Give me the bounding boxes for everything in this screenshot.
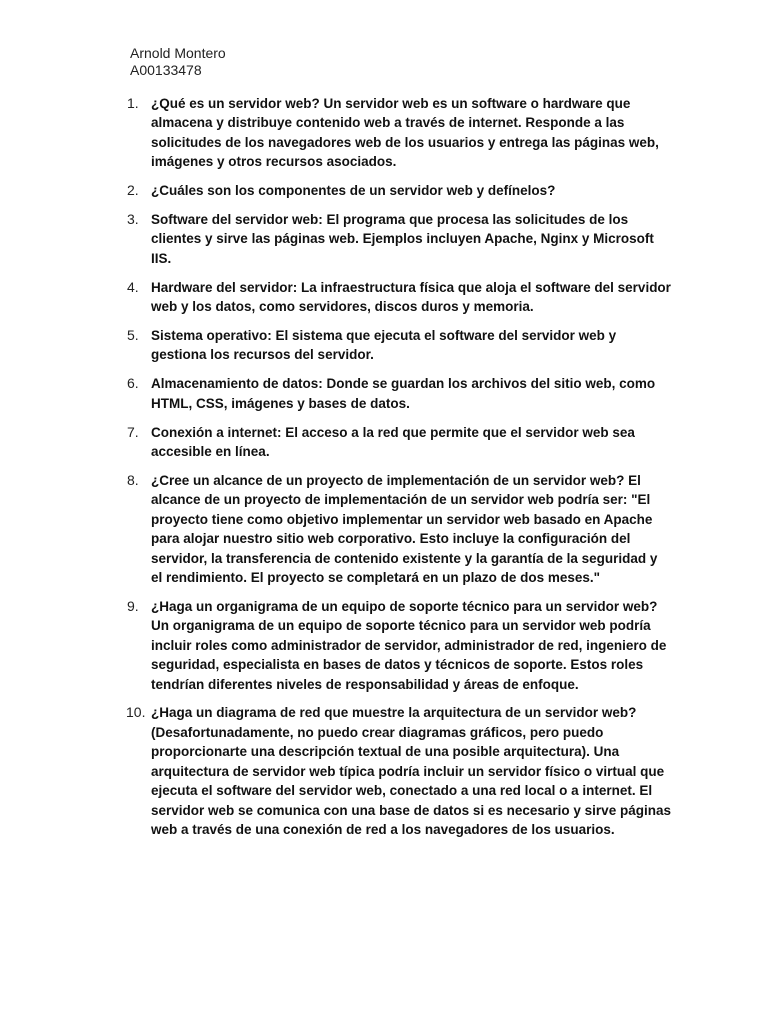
- item-number: 3.: [127, 211, 139, 228]
- item-text: ¿Cuáles son los componentes de un servidor web y defínelos?: [151, 183, 556, 199]
- item-text: Almacenamiento de datos: Donde se guardan los archivos del sitio web, como HTML, CSS, imágenes y bases de datos.: [151, 376, 656, 411]
- item-number: 10.: [126, 704, 146, 721]
- list-item: [127, 374, 671, 413]
- author-name: Arnold Montero: [130, 45, 226, 61]
- student-id: A00133478: [130, 62, 202, 78]
- item-number: 6.: [127, 375, 139, 392]
- list-item: [127, 210, 671, 268]
- list-item: [127, 181, 671, 200]
- list-item: [127, 326, 671, 365]
- item-number: 2.: [127, 182, 139, 199]
- item-number: 8.: [127, 472, 139, 488]
- item-text: Conexión a internet: El acceso a la red que permite que el servidor web sea accesible en línea.: [151, 424, 635, 460]
- list-item: [127, 278, 671, 317]
- list-item: [126, 703, 671, 839]
- item-text: Hardware del servidor: La infraestructura física que aloja el software del servidor web y los datos, como servidores, discos duros y memoria.: [151, 279, 671, 315]
- list-item: [127, 423, 671, 462]
- item-text: Sistema operativo: El sistema que ejecuta el software del servidor web y gestiona los recursos del servidor.: [151, 328, 617, 363]
- qa-list: [126, 94, 671, 849]
- document-header: [130, 45, 226, 79]
- item-number: 4.: [127, 278, 139, 295]
- list-item: [127, 597, 671, 694]
- item-text: Software del servidor web: El programa que procesa las solicitudes de los clientes y sirve las páginas web. Ejemplos incluyen Apache, Nginx y Microsoft IIS.: [151, 212, 654, 266]
- list-item: [127, 471, 671, 587]
- item-text: ¿Cree un alcance de un proyecto de implementación de un servidor web? El alcance de un proyecto de implementación de un servidor web podría ser: "El proyecto tiene como objetivo implementar un servidor web basado en Apache para alojar nuestro sitio web corporativo. Esto incluye la configuración del servidor, la transferencia de contenido existente y la garantía de la seguridad y el rendimiento. El proyecto se completará en un plazo de dos meses.": [151, 473, 658, 586]
- item-number: 5.: [127, 327, 139, 344]
- list-item: [127, 94, 671, 172]
- item-number: 9.: [127, 597, 139, 614]
- item-number: 7.: [127, 423, 139, 440]
- item-text: ¿Qué es un servidor web? Un servidor web es un software o hardware que almacena y distribuye contenido web a través de internet. Responde a las solicitudes de los navegadores web de los usuarios y entrega las páginas web, imágenes y otros recursos asociados.: [151, 96, 659, 170]
- item-text: ¿Haga un organigrama de un equipo de soporte técnico para un servidor web? Un organigrama de un equipo de soporte técnico para un servidor web podría incluir roles como administrador de servidor, administrador de red, ingeniero de seguridad, especialista en bases de datos y técnicos de soporte. Estos roles tendrían diferentes niveles de responsabilidad y áreas de enfoque.: [151, 598, 667, 692]
- item-number: 1.: [127, 95, 139, 111]
- item-text: ¿Haga un diagrama de red que muestre la arquitectura de un servidor web? (Desafortunadamente, no puedo crear diagramas gráficos, pero puedo proporcionarte una descripción textual de una posible arquitectura). Una arquitectura de servidor web típica podría incluir un servidor físico o virtual que ejecuta el software del servidor web, conectado a una red local o a internet. El servidor web se comunica con una base de datos si es necesario y sirve páginas web a través de una conexión de red a los navegadores de los usuarios.: [151, 705, 671, 837]
